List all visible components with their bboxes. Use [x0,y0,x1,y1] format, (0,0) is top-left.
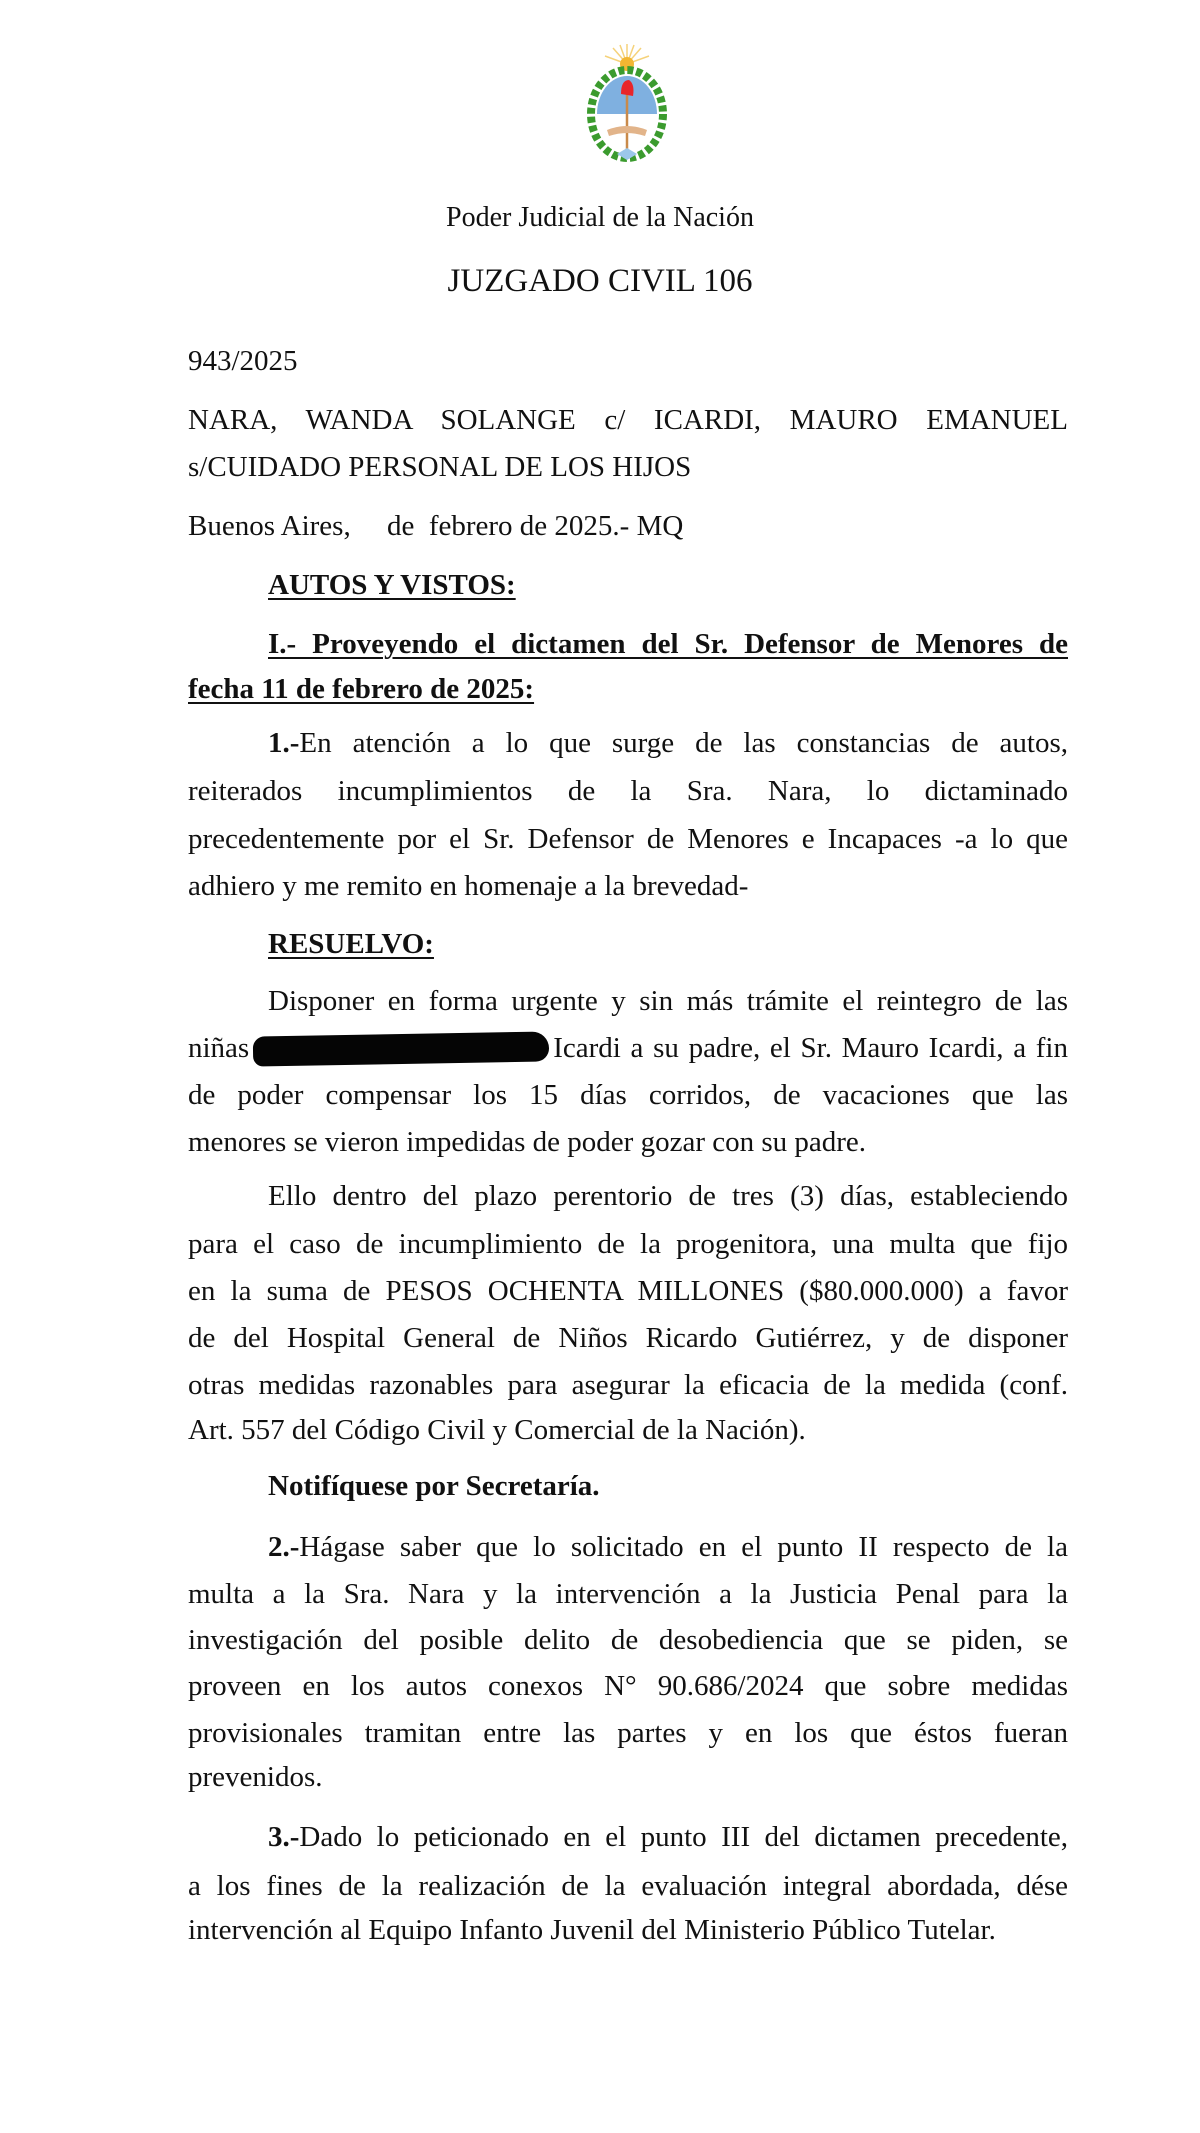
court-name: JUZGADO CIVIL 106 [447,263,753,299]
fine-line-4: de del Hospital General de Niños Ricardo Gutiérrez, y de disponer [188,1322,1068,1354]
redaction-mark [253,1031,549,1066]
coat-of-arms-icon [585,42,669,168]
point2-text-1: Hágase saber que lo solicitado en el punto II respecto de la [299,1531,1068,1563]
point2-line-1 [268,1524,1068,1571]
fine-line-1: Ello dentro del plazo perentorio de tres (3) días, estableciendo [268,1180,1068,1212]
section1-heading-row-2 [188,666,1068,713]
resolution-line-2 [188,1025,1068,1072]
judiciary-title: Poder Judicial de la Nación [446,202,754,233]
section1-heading-row-1 [268,621,1068,668]
point2-line-5: provisionales tramitan entre las partes y en los que éstos fueran [188,1717,1068,1749]
point1-line-3: precedentemente por el Sr. Defensor de Menores e Incapaces -a lo que [188,823,1068,855]
point1-line-2: reiterados incumplimientos de la Sra. Nara, lo dictaminado [188,775,1068,807]
point3-text-1: Dado lo peticionado en el punto III del dictamen precedente, [299,1821,1068,1853]
point2-line-3: investigación del posible delito de desobediencia que se piden, se [188,1624,1068,1656]
autos-heading: AUTOS Y VISTOS: [268,569,516,601]
point1-line-4: adhiero y me remito en homenaje a la brevedad- [188,870,749,902]
point1-text-1: En atención a lo que surge de las constancias de autos, [299,727,1068,759]
point2-line-6: prevenidos. [188,1761,323,1793]
point2-line-4: proveen en los autos conexos N° 90.686/2024 que sobre medidas [188,1670,1068,1702]
autos-heading-row [268,562,1068,609]
fine-line-5: otras medidas razonables para asegurar la eficacia de la medida (conf. [188,1369,1068,1401]
resolution-line-3: de poder compensar los 15 días corridos, de vacaciones que las [188,1079,1068,1111]
fine-line-3: en la suma de PESOS OCHENTA MILLONES ($80.000.000) a favor [188,1275,1068,1307]
point3-line-2: a los fines de la realización de la evaluación integral abordada, dése [188,1870,1068,1902]
resolution-line-1: Disponer en forma urgente y sin más trámite el reintegro de las [268,985,1068,1017]
date-line: Buenos Aires, de febrero de 2025.- MQ [188,510,684,542]
point1-line-1 [268,720,1068,767]
case-caption-line-2: s/CUIDADO PERSONAL DE LOS HIJOS [188,451,692,483]
case-number: 943/2025 [188,345,298,377]
notify-text: Notifíquese por Secretaría. [268,1470,600,1502]
resuelvo-heading: RESUELVO: [268,928,434,960]
resolution-line-4: menores se vieron impedidas de poder gozar con su padre. [188,1126,867,1158]
point3-line-3: intervención al Equipo Infanto Juvenil del Ministerio Público Tutelar. [188,1914,996,1946]
case-caption-line-1: NARA, WANDA SOLANGE c/ ICARDI, MAURO EMANUEL [188,404,1068,436]
resuelvo-row [268,921,1068,968]
point2-line-2: multa a la Sra. Nara y la intervención a la Justicia Penal para la [188,1578,1068,1610]
section1-heading-line-2: fecha 11 de febrero de 2025: [188,673,535,705]
notify-row [268,1463,1068,1510]
resolution-line-2-start: niñas [188,1032,250,1064]
resolution-line-2-end: Icardi a su padre, el Sr. Mauro Icardi, a fin [553,1032,1068,1064]
section1-heading-line-1: I.- Proveyendo el dictamen del Sr. Defensor de Menores de [268,628,1068,660]
fine-line-6: Art. 557 del Código Civil y Comercial de la Nación). [188,1414,806,1446]
point1-number: 1.- [268,727,300,759]
point2-number: 2.- [268,1531,300,1563]
fine-line-2: para el caso de incumplimiento de la progenitora, una multa que fijo [188,1228,1068,1260]
point3-number: 3.- [268,1821,300,1853]
point3-line-1 [268,1814,1068,1861]
